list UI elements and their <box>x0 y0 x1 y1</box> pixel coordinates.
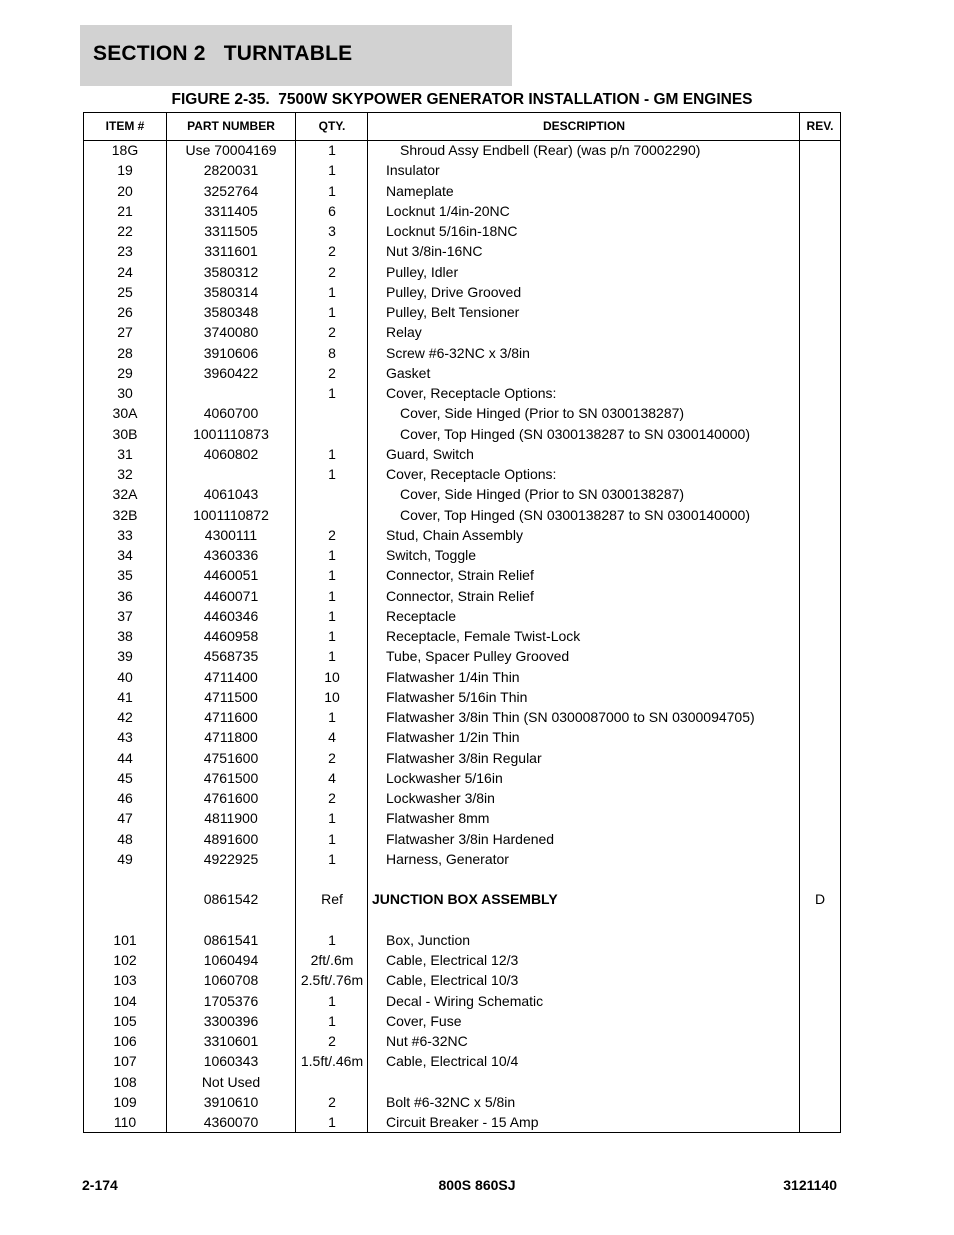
item-number-cell: 28 <box>117 344 133 361</box>
quantity-cell: 1 <box>328 850 336 867</box>
part-number-cell: 3310601 <box>203 1033 259 1049</box>
item-number-cell: 105 <box>113 1012 137 1029</box>
table-row <box>84 403 840 423</box>
part-number-cell: 4460051 <box>203 567 259 584</box>
table-row <box>84 383 840 403</box>
description-cell: JUNCTION BOX ASSEMBLY <box>372 891 558 908</box>
table-row <box>84 950 840 970</box>
item-number-cell: 101 <box>113 931 137 948</box>
quantity-cell: 1 <box>328 648 336 665</box>
part-number-cell: 3580348 <box>203 304 259 320</box>
table-row <box>84 869 840 889</box>
table-row <box>84 788 840 808</box>
table-row <box>84 829 840 849</box>
description-cell: Nut 3/8in-16NC <box>386 243 483 260</box>
description-cell: Shroud Assy Endbell (Rear) (was p/n 70002290) <box>400 142 701 158</box>
table-row <box>84 363 840 383</box>
table-row <box>84 586 840 606</box>
item-number-cell: 24 <box>117 263 133 280</box>
description-cell: Connector, Strain Relief <box>386 587 534 604</box>
document-number: 3121140 <box>783 1177 837 1193</box>
description-cell: Pulley, Idler <box>386 263 459 280</box>
item-number-cell: 102 <box>113 952 137 968</box>
part-number-cell: 4922925 <box>203 850 259 867</box>
item-number-cell: 44 <box>117 749 133 766</box>
part-number-cell: 3311601 <box>204 243 258 260</box>
item-number-cell: 21 <box>117 202 133 219</box>
quantity-cell: 2 <box>328 364 336 381</box>
item-number-cell: 39 <box>117 648 133 665</box>
description-cell: Lockwasher 5/16in <box>386 769 503 786</box>
item-number-cell: 19 <box>117 162 133 179</box>
table-row <box>84 970 840 990</box>
figure-title: FIGURE 2-35. 7500W SKYPOWER GENERATOR INSTALLATION - GM ENGINES <box>171 91 753 108</box>
item-number-cell: 30 <box>117 385 133 401</box>
part-number-cell: 1001110872 <box>193 506 269 523</box>
quantity-cell: 2.5ft/.76m <box>300 972 364 989</box>
table-row <box>84 808 840 828</box>
item-number-cell: 35 <box>117 567 133 584</box>
part-number-cell: 4460346 <box>203 607 259 624</box>
quantity-cell: 8 <box>328 344 336 361</box>
item-number-cell: 32 <box>117 466 133 482</box>
part-number-cell: 4360070 <box>203 1114 259 1130</box>
quantity-cell: 3 <box>328 223 336 239</box>
part-number-cell: 4060802 <box>203 445 259 462</box>
part-number-cell: 4891600 <box>203 830 259 847</box>
table-row <box>84 484 840 504</box>
part-number-cell: 1060708 <box>203 972 259 989</box>
table-row <box>84 343 840 363</box>
quantity-cell: 1 <box>328 587 336 604</box>
table-header <box>84 113 840 140</box>
description-cell: Cover, Side Hinged (Prior to SN 0300138287) <box>400 405 685 422</box>
item-number-cell: 18G <box>111 142 139 158</box>
part-number-cell: 3311405 <box>204 202 258 219</box>
description-cell: Insulator <box>386 162 440 179</box>
quantity-cell: 2 <box>328 749 336 766</box>
description-cell: Cable, Electrical 10/3 <box>386 972 519 989</box>
quantity-cell: 1 <box>328 142 336 158</box>
item-number-cell: 45 <box>117 769 133 786</box>
quantity-cell: 1 <box>328 304 336 320</box>
table-row <box>84 849 840 869</box>
description-cell: Gasket <box>386 364 431 381</box>
description-cell: Receptacle <box>386 607 457 624</box>
item-number-cell: 36 <box>117 587 133 604</box>
part-number-cell: 4460071 <box>203 587 259 604</box>
header-description: DESCRIPTION <box>542 119 625 133</box>
table-row <box>84 545 840 565</box>
quantity-cell: 1 <box>328 1114 336 1130</box>
part-number-cell: 4751600 <box>203 749 259 766</box>
description-cell: Nameplate <box>386 182 454 199</box>
part-number-cell: 3580314 <box>203 283 259 300</box>
part-number-cell: 4761500 <box>203 769 259 786</box>
page-number: 2-174 <box>82 1177 118 1193</box>
description-cell: Pulley, Belt Tensioner <box>386 304 520 320</box>
quantity-cell: 2 <box>328 790 336 806</box>
description-cell: Pulley, Drive Grooved <box>386 283 522 300</box>
table-row <box>84 444 840 464</box>
description-cell: Receptacle, Female Twist-Lock <box>386 628 581 644</box>
revision-cell: D <box>814 891 826 908</box>
table-row <box>84 646 840 666</box>
quantity-cell: 4 <box>328 769 336 786</box>
part-number-cell: 4711400 <box>204 668 258 685</box>
item-number-cell: 43 <box>117 729 133 746</box>
quantity-cell: 1 <box>328 567 336 584</box>
item-number-cell: 32B <box>112 506 138 523</box>
table-row <box>84 889 840 909</box>
table-row <box>84 910 840 930</box>
item-number-cell: 37 <box>117 607 133 624</box>
quantity-cell: 10 <box>324 688 340 705</box>
item-number-cell: 30B <box>112 425 138 442</box>
description-cell: Bolt #6-32NC x 5/8in <box>386 1093 516 1110</box>
item-number-cell: 41 <box>117 688 133 705</box>
quantity-cell: 1 <box>328 283 336 300</box>
quantity-cell: 1 <box>328 445 336 462</box>
table-row <box>84 262 840 282</box>
table-row <box>84 525 840 545</box>
part-number-cell: 3252764 <box>203 182 259 199</box>
part-number-cell: 4360336 <box>203 547 259 563</box>
description-cell: Tube, Spacer Pulley Grooved <box>386 648 570 665</box>
part-number-cell: 3740080 <box>203 324 259 341</box>
quantity-cell: 1 <box>328 830 336 847</box>
table-row <box>84 505 840 525</box>
item-number-cell: 49 <box>117 850 133 867</box>
quantity-cell: 1 <box>328 162 336 179</box>
description-cell: Cable, Electrical 12/3 <box>386 952 519 968</box>
quantity-cell: 1 <box>328 628 336 644</box>
part-number-cell: 4568735 <box>203 648 259 665</box>
description-cell: Box, Junction <box>386 931 471 948</box>
item-number-cell: 47 <box>117 810 133 827</box>
part-number-cell: 1705376 <box>203 992 259 1009</box>
quantity-cell: Ref <box>321 891 343 908</box>
part-number-cell: 2820031 <box>203 162 259 179</box>
table-row <box>84 748 840 768</box>
quantity-cell: 2 <box>328 243 336 260</box>
table-row <box>84 1072 840 1092</box>
table-row <box>84 282 840 302</box>
table-row <box>84 424 840 444</box>
item-number-cell: 26 <box>117 304 133 320</box>
table-row <box>84 606 840 626</box>
quantity-cell: 2 <box>328 1093 336 1110</box>
quantity-cell: 1 <box>328 810 336 827</box>
description-cell: Flatwasher 3/8in Thin (SN 0300087000 to SN 0300094705) <box>386 709 755 725</box>
description-cell: Flatwasher 5/16in Thin <box>386 688 528 705</box>
table-row <box>84 1051 840 1071</box>
description-cell: Locknut 1/4in-20NC <box>386 202 510 219</box>
table-row <box>84 221 840 241</box>
description-cell: Cover, Top Hinged (SN 0300138287 to SN 0300140000) <box>400 425 750 442</box>
table-row <box>84 181 840 201</box>
item-number-cell: 29 <box>117 364 133 381</box>
item-number-cell: 34 <box>117 547 133 563</box>
part-number-cell: 4060700 <box>203 405 259 422</box>
description-cell: Switch, Toggle <box>386 547 477 563</box>
description-cell: Flatwasher 3/8in Regular <box>386 749 542 766</box>
header-qty: QTY. <box>318 119 346 133</box>
part-number-cell: Not Used <box>201 1073 261 1090</box>
item-number-cell: 22 <box>117 223 133 239</box>
part-number-cell: 1001110873 <box>193 425 269 442</box>
part-number-cell: 4711800 <box>204 729 258 746</box>
description-cell: Nut #6-32NC <box>386 1033 468 1049</box>
description-cell: Flatwasher 3/8in Hardened <box>386 830 555 847</box>
item-number-cell: 30A <box>112 405 138 422</box>
item-number-cell: 107 <box>113 1053 137 1070</box>
part-number-cell: 4761600 <box>203 790 259 806</box>
part-number-cell: 1060343 <box>203 1053 259 1070</box>
description-cell: Screw #6-32NC x 3/8in <box>386 344 530 361</box>
table-row <box>84 241 840 261</box>
table-body <box>84 140 840 1132</box>
part-number-cell: 3580312 <box>203 263 259 280</box>
item-number-cell: 104 <box>113 992 137 1009</box>
table-row <box>84 727 840 747</box>
part-number-cell: 3910610 <box>203 1093 259 1110</box>
item-number-cell: 110 <box>113 1114 137 1130</box>
part-number-cell: 3960422 <box>203 364 259 381</box>
description-cell: Cover, Side Hinged (Prior to SN 0300138287) <box>400 486 685 503</box>
item-number-cell: 23 <box>117 243 133 260</box>
quantity-cell: 4 <box>328 729 336 746</box>
description-cell: Cover, Receptacle Options: <box>386 466 557 482</box>
header-rev: REV. <box>806 119 834 133</box>
part-number-cell: 4061043 <box>203 486 259 503</box>
quantity-cell: 1 <box>328 992 336 1009</box>
header-item: ITEM # <box>105 119 145 133</box>
quantity-cell: 1 <box>328 466 336 482</box>
description-cell: Flatwasher 1/2in Thin <box>386 729 520 746</box>
item-number-cell: 38 <box>117 628 133 644</box>
description-cell: Guard, Switch <box>386 445 474 462</box>
quantity-cell: 1 <box>328 385 336 401</box>
description-cell: Relay <box>386 324 422 341</box>
table-row <box>84 322 840 342</box>
quantity-cell: 2 <box>328 263 336 280</box>
description-cell: Connector, Strain Relief <box>386 567 534 584</box>
description-cell: Cover, Top Hinged (SN 0300138287 to SN 0300140000) <box>400 506 750 523</box>
part-number-cell: 1060494 <box>203 952 259 968</box>
header-part-number: PART NUMBER <box>187 119 275 133</box>
description-cell: Flatwasher 1/4in Thin <box>386 668 520 685</box>
description-cell: Cover, Fuse <box>386 1012 462 1029</box>
table-row <box>84 991 840 1011</box>
table-row <box>84 302 840 322</box>
quantity-cell: 2 <box>328 1033 336 1049</box>
description-cell: Circuit Breaker - 15 Amp <box>386 1114 539 1130</box>
item-number-cell: 27 <box>117 324 133 341</box>
description-cell: Cover, Receptacle Options: <box>386 385 557 401</box>
item-number-cell: 106 <box>113 1033 137 1049</box>
table-row <box>84 687 840 707</box>
item-number-cell: 108 <box>113 1073 137 1090</box>
item-number-cell: 25 <box>117 283 133 300</box>
part-number-cell: 3311505 <box>204 223 258 239</box>
table-row <box>84 140 840 160</box>
item-number-cell: 20 <box>117 182 133 199</box>
quantity-cell: 1 <box>328 607 336 624</box>
description-cell: Stud, Chain Assembly <box>386 526 523 543</box>
table-row <box>84 565 840 585</box>
parts-table <box>83 112 841 1133</box>
description-cell: Lockwasher 3/8in <box>386 790 495 806</box>
quantity-cell: 1 <box>328 931 336 948</box>
table-row <box>84 1112 840 1132</box>
table-row <box>84 464 840 484</box>
quantity-cell: 10 <box>324 668 340 685</box>
part-number-cell: 4300111 <box>204 526 258 543</box>
quantity-cell: 1 <box>328 709 336 725</box>
item-number-cell: 42 <box>117 709 133 725</box>
table-row <box>84 1031 840 1051</box>
item-number-cell: 40 <box>117 668 133 685</box>
part-number-cell: 3300396 <box>203 1012 259 1029</box>
description-cell: Cable, Electrical 10/4 <box>386 1053 519 1070</box>
description-cell: Locknut 5/16in-18NC <box>386 223 518 239</box>
item-number-cell: 46 <box>117 790 133 806</box>
part-number-cell: 4811900 <box>204 810 258 827</box>
table-row <box>84 201 840 221</box>
item-number-cell: 103 <box>113 972 137 989</box>
description-cell: Decal - Wiring Schematic <box>386 992 544 1009</box>
quantity-cell: 2ft/.6m <box>310 952 354 968</box>
table-row <box>84 768 840 788</box>
table-row <box>84 930 840 950</box>
part-number-cell: 3910606 <box>203 344 259 361</box>
part-number-cell: 4460958 <box>203 628 259 644</box>
quantity-cell: 1 <box>328 1012 336 1029</box>
quantity-cell: 2 <box>328 526 336 543</box>
part-number-cell: 4711500 <box>204 688 258 705</box>
model-number: 800S 860SJ <box>438 1177 516 1193</box>
table-row <box>84 667 840 687</box>
part-number-cell: 0861542 <box>203 891 259 908</box>
quantity-cell: 1 <box>328 547 336 563</box>
item-number-cell: 109 <box>113 1093 137 1110</box>
quantity-cell: 1.5ft/.46m <box>300 1053 364 1070</box>
quantity-cell: 6 <box>328 202 336 219</box>
table-row <box>84 160 840 180</box>
table-row <box>84 1092 840 1112</box>
table-row <box>84 626 840 646</box>
table-row <box>84 707 840 727</box>
section-title: SECTION 2 TURNTABLE <box>93 42 353 65</box>
description-cell: Flatwasher 8mm <box>386 810 490 827</box>
section-header <box>80 25 512 86</box>
item-number-cell: 33 <box>117 526 133 543</box>
part-number-cell: Use 70004169 <box>185 142 277 158</box>
part-number-cell: 0861541 <box>203 931 259 948</box>
item-number-cell: 48 <box>117 830 133 847</box>
quantity-cell: 1 <box>328 182 336 199</box>
part-number-cell: 4711600 <box>204 709 258 725</box>
item-number-cell: 31 <box>117 445 133 462</box>
item-number-cell: 32A <box>112 486 138 503</box>
description-cell: Harness, Generator <box>386 850 509 867</box>
quantity-cell: 2 <box>328 324 336 341</box>
table-row <box>84 1011 840 1031</box>
